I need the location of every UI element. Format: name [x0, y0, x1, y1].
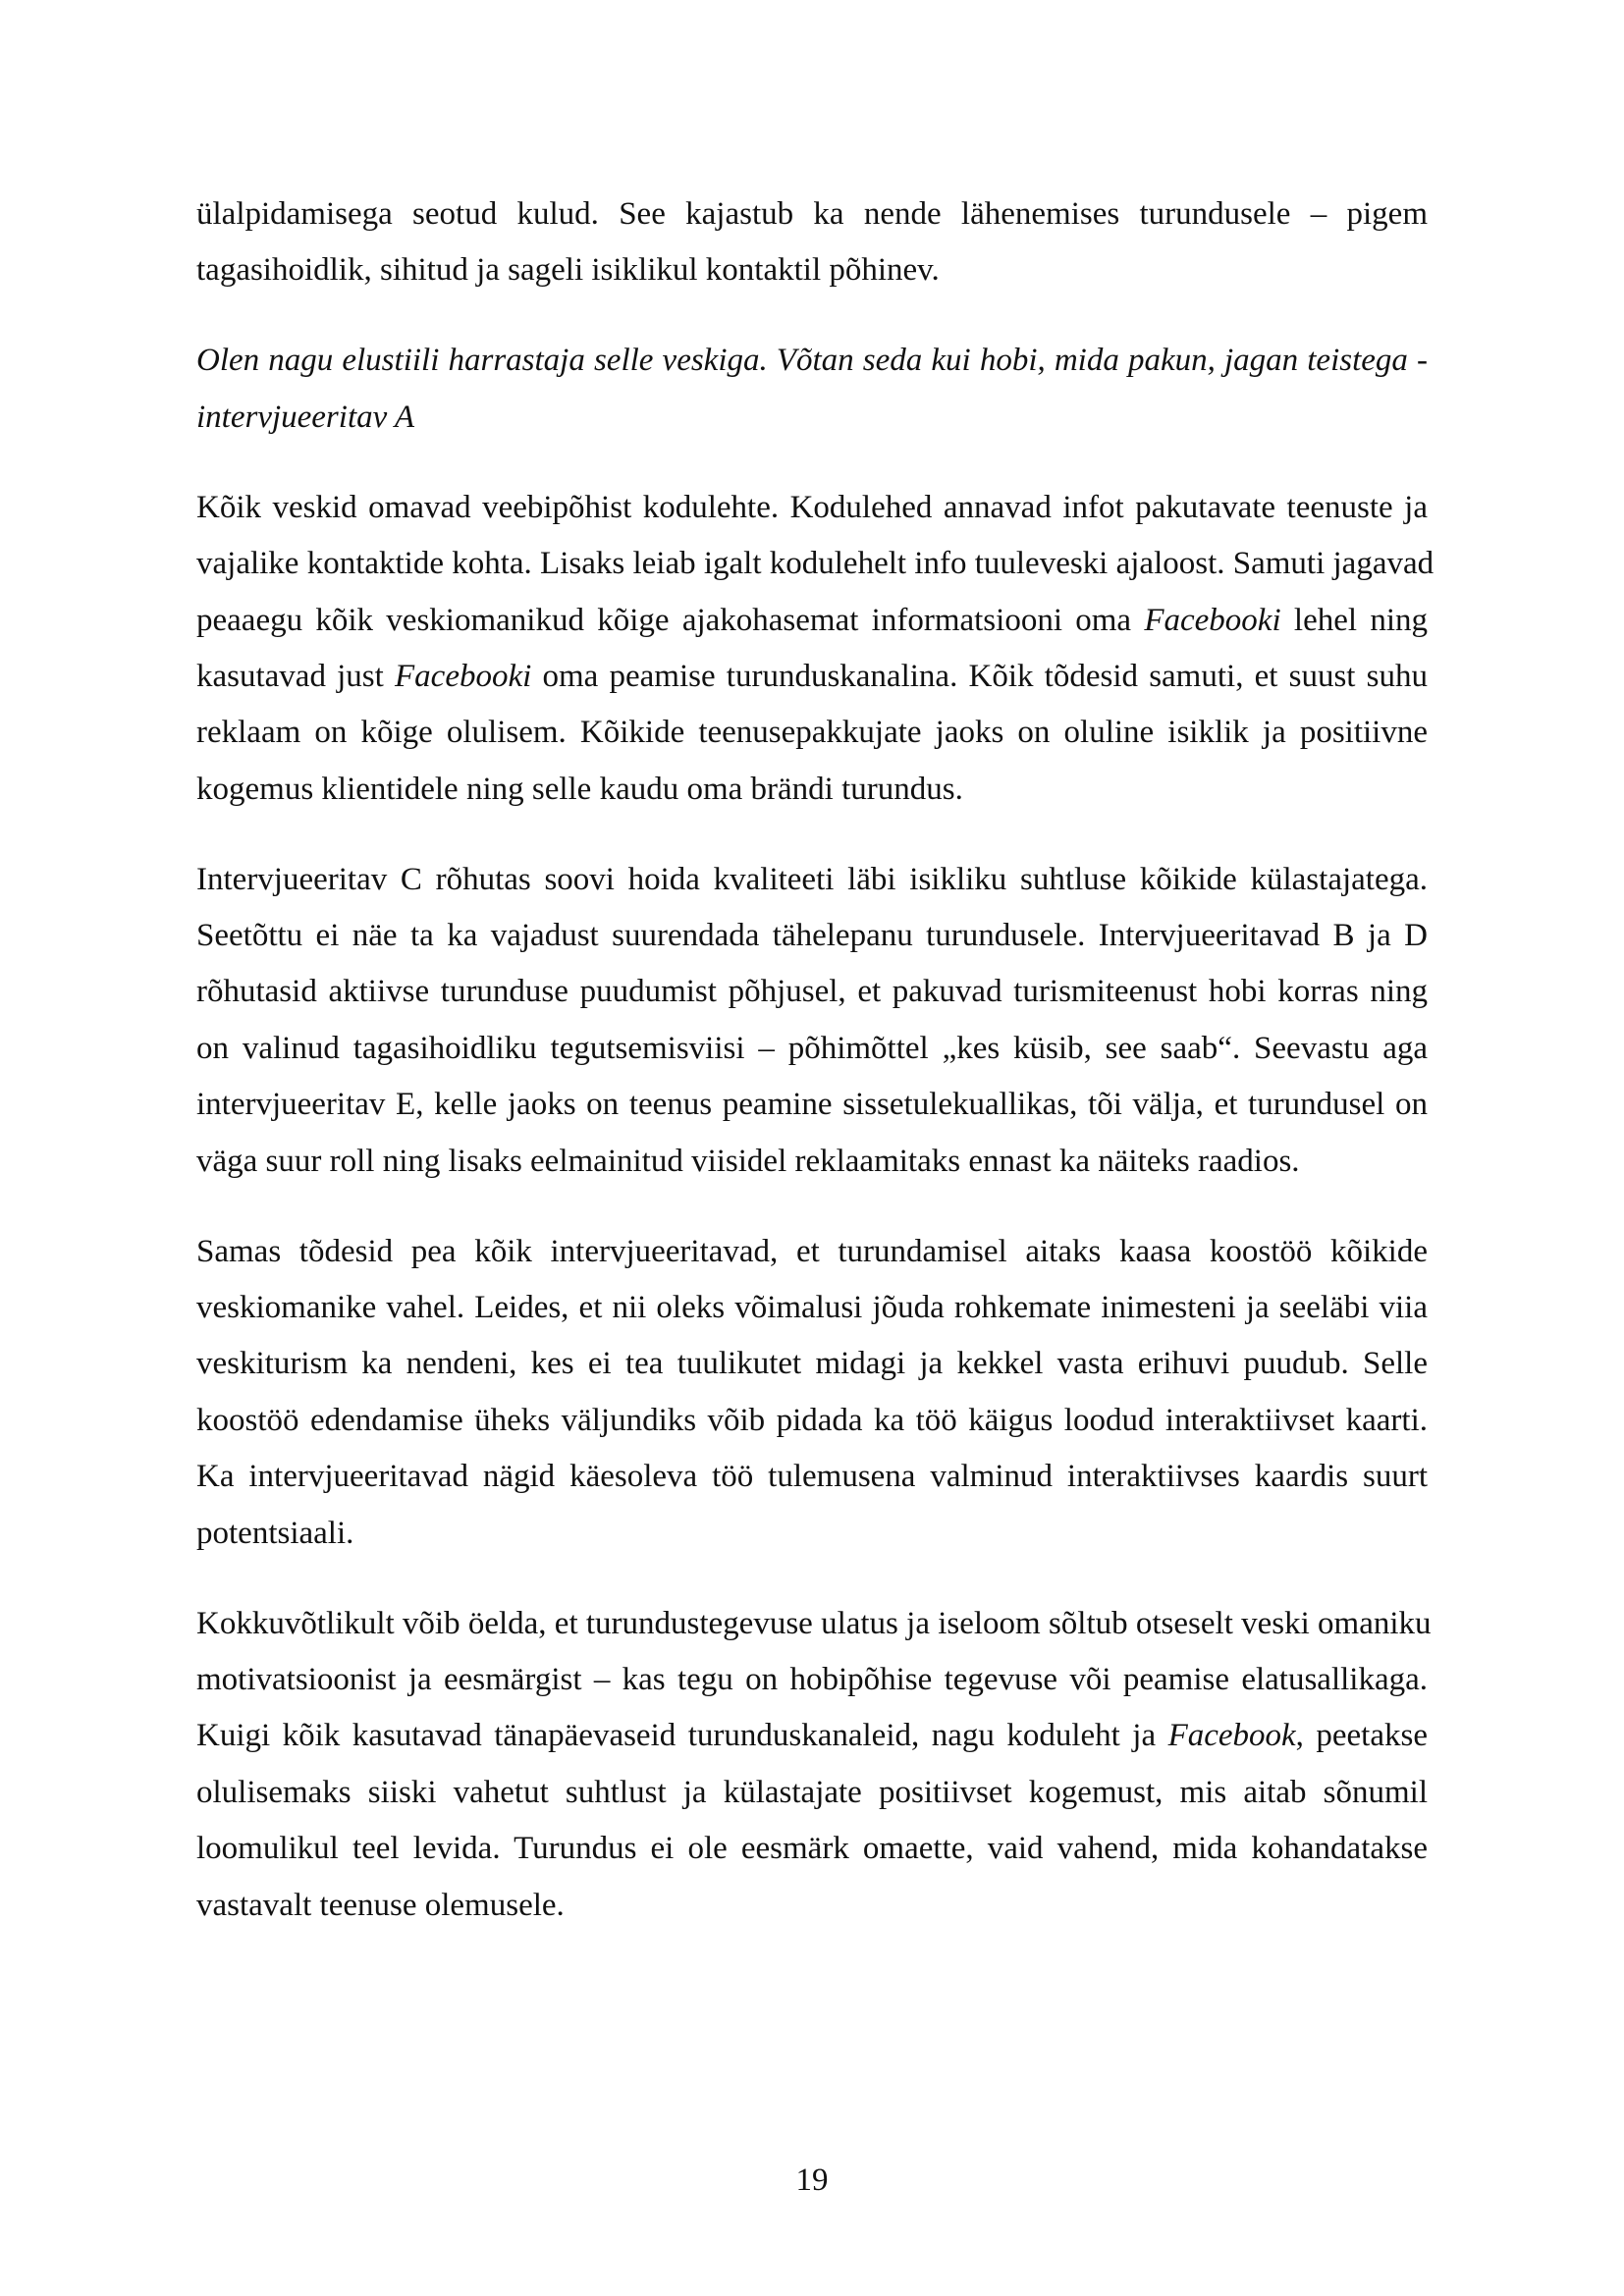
text-line: intervjueeritav A — [196, 399, 415, 435]
text-line: intervjueeritav E, kelle jaoks on teenus peamine sissetulekuallikas, tõi välja, et turundusel on — [196, 1087, 1428, 1123]
text-line: vajalike kontaktide kohta. Lisaks leiab igalt kodulehelt info tuuleveski ajaloost. Samuti jagavad — [196, 546, 1435, 582]
text-run: lehel ning — [1280, 602, 1428, 638]
text-line: Ka intervjueeritavad nägid käesoleva töö tulemusena valminud interaktiivses kaardis suurt — [196, 1459, 1428, 1495]
text-line: vastavalt teenuse olemusele. — [196, 1887, 565, 1923]
text-line: väga suur roll ning lisaks eelmainitud viisidel reklaamitaks ennast ka näiteks raadios. — [196, 1143, 1300, 1179]
text-line: Kokkuvõtlikult võib öelda, et turundustegevuse ulatus ja iseloom sõltub otseselt veski omaniku — [196, 1605, 1432, 1641]
text-line: loomulikul teel levida. Turundus ei ole eesmärk omaette, vaid vahend, mida kohandatakse — [196, 1831, 1428, 1867]
text-line: reklaam on kõige olulisem. Kõikide teenusepakkujate jaoks on oluline isiklik ja positiivne — [196, 715, 1428, 751]
text-line: potentsiaali. — [196, 1515, 354, 1551]
interview-quote — [196, 333, 1428, 446]
page-number: 19 — [795, 2163, 829, 2198]
italic-term: Facebooki — [1144, 602, 1281, 638]
paragraph — [196, 852, 1428, 1190]
paragraph — [196, 187, 1428, 299]
text-line: Seetõttu ei näe ta ka vajadust suurendada tähelepanu turundusele. Intervjueeritavad B ja D — [196, 918, 1428, 954]
paragraph — [196, 1224, 1428, 1562]
text-line: Samas tõdesid pea kõik intervjueeritavad, et turundamisel aitaks kaasa koostöö kõikide — [196, 1233, 1428, 1269]
text-line: veskiomanike vahel. Leides, et nii oleks võimalusi jõuda rohkemate inimesteni ja seeläbi viia — [196, 1290, 1428, 1326]
text-run: oma peamise turunduskanalina. Kõik tõdesid samuti, et suust suhu — [531, 658, 1429, 694]
text-run: Kuigi kõik kasutavad tänapäevaseid turunduskanaleid, nagu koduleht ja — [196, 1718, 1168, 1754]
text-line: tagasihoidlik, sihitud ja sageli isiklikul kontaktil põhinev. — [196, 252, 940, 289]
text-line: olulisemaks siiski vahetut suhtlust ja külastajate positiivset kogemust, mis aitab sõnumil — [196, 1774, 1428, 1810]
text-line: koostöö edendamise üheks väljundiks võib pidada ka töö käigus loodud interaktiivset kaarti. — [196, 1402, 1428, 1438]
text-line: Intervjueeritav C rõhutas soovi hoida kvaliteeti läbi isikliku suhtluse kõikide külastajatega. — [196, 861, 1428, 897]
text-run: peaaegu kõik veskiomanikud kõige ajakohasemat informatsiooni oma — [196, 602, 1145, 638]
italic-term: Facebooki — [395, 658, 532, 694]
text-line: on valinud tagasihoidliku tegutsemisviisi – põhimõttel „kes küsib, see saab“. Seevastu aga — [196, 1030, 1428, 1066]
body-text — [196, 187, 1435, 1968]
text-line — [196, 649, 1428, 705]
text-line: rõhutasid aktiivse turunduse puudumist põhjusel, et pakuvad turismiteenust hobi korras ning — [196, 974, 1428, 1010]
text-line: veskiturism ka nendeni, kes ei tea tuulikutet midagi ja kekkel vasta erihuvi puudub. Selle — [196, 1346, 1428, 1382]
text-line: motivatsioonist ja eesmärgist – kas tegu on hobipõhise tegevuse või peamise elatusallikaga. — [196, 1661, 1428, 1697]
text-line: Olen nagu elustiili harrastaja selle veskiga. Võtan seda kui hobi, mida pakun, jagan teistega - — [196, 343, 1428, 379]
paragraph — [196, 1596, 1432, 1934]
text-line: ülalpidamisega seotud kulud. See kajastub ka nende lähenemises turundusele – pigem — [196, 196, 1428, 232]
text-line: Kõik veskid omavad veebipõhist kodulehte. Kodulehed annavad infot pakutavate teenuste ja — [196, 489, 1428, 525]
text-run: , peetakse — [1295, 1718, 1428, 1754]
italic-term: Facebook — [1167, 1718, 1296, 1754]
paragraph — [196, 480, 1435, 818]
text-run: kasutavad just — [196, 658, 396, 694]
text-line — [196, 593, 1428, 649]
text-line: kogemus klientidele ning selle kaudu oma brändi turundus. — [196, 771, 963, 807]
text-line — [196, 1708, 1428, 1764]
